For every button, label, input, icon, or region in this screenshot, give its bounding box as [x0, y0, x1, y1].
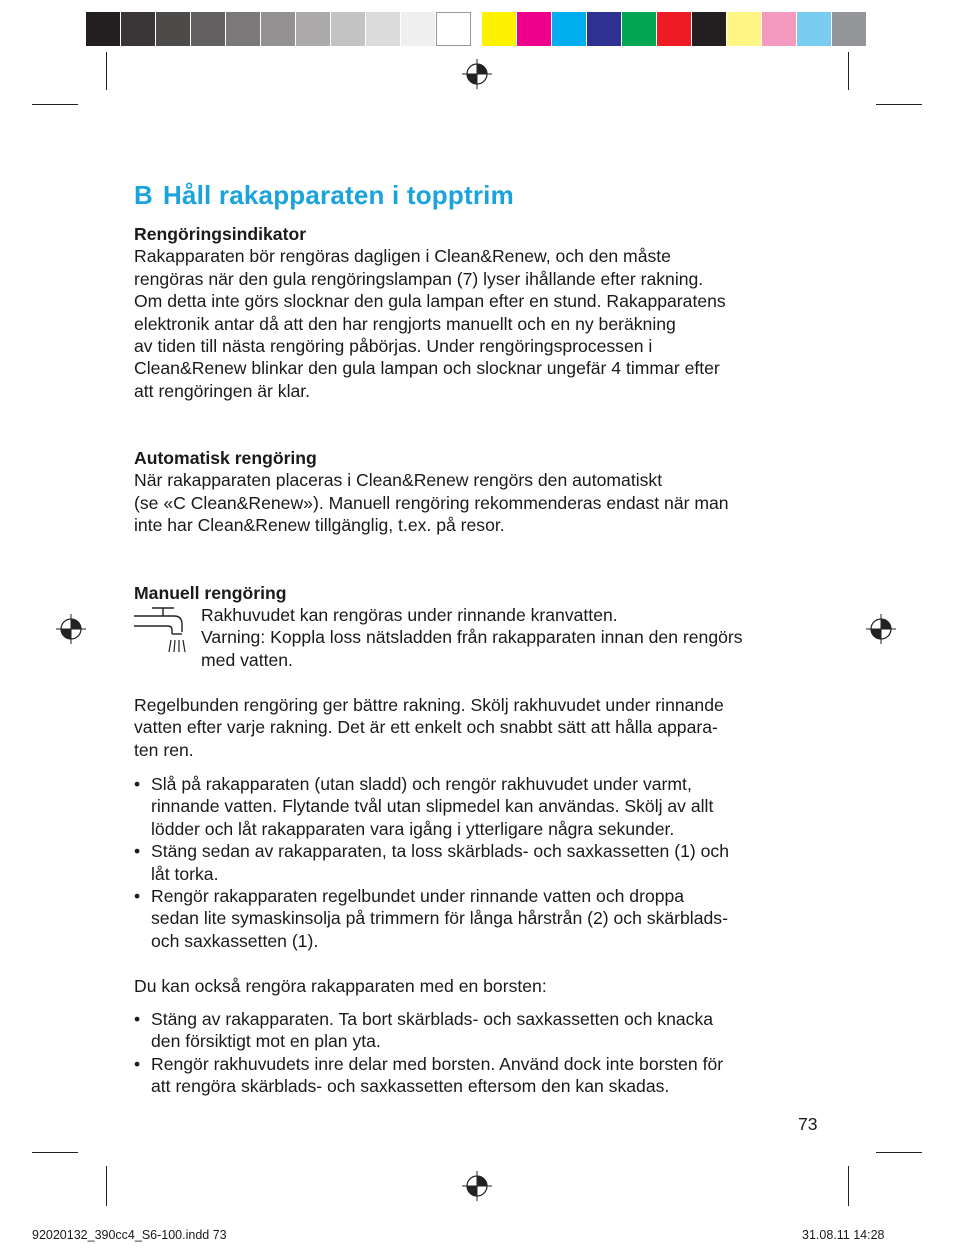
text-line: inte har Clean&Renew tillgänglig, t.ex. på resor.	[134, 515, 505, 536]
text-line: låt torka.	[151, 863, 219, 884]
text-line: Regelbunden rengöring ger bättre rakning. Skölj rakhuvudet under rinnande	[134, 695, 724, 715]
color-swatch	[366, 12, 401, 46]
list-item	[134, 773, 824, 840]
text-line: vatten efter varje rakning. Det är ett enkelt och snabbt sätt att hålla appara-	[134, 717, 718, 738]
regular-cleaning-paragraph	[134, 694, 824, 761]
section-paragraph	[134, 245, 824, 402]
text-line: sedan lite symaskinsolja på trimmern för långa hårstrån (2) och skärblads-	[151, 908, 728, 929]
color-swatch	[832, 12, 867, 46]
text-line: lödder och låt rakapparaten vara igång i ytterligare några sekunder.	[151, 818, 675, 839]
brush-intro-paragraph	[134, 975, 824, 997]
color-swatch	[692, 12, 727, 46]
page-number: 73	[798, 1114, 818, 1134]
text-line: När rakapparaten placeras i Clean&Renew rengörs den automatiskt	[134, 470, 663, 491]
color-swatch	[727, 12, 762, 46]
registration-mark-icon	[866, 614, 896, 644]
text-line: Du kan också rengöra rakapparaten med en borsten:	[134, 976, 547, 996]
color-swatch	[797, 12, 832, 46]
registration-mark-icon	[56, 614, 86, 644]
text-line: med vatten.	[201, 649, 293, 670]
color-calibration-bar	[482, 12, 867, 46]
section-letter: B	[134, 180, 153, 210]
color-swatch	[762, 12, 797, 46]
text-line: • Stäng sedan av rakapparaten, ta loss skärblads- och saxkassetten (1) och	[151, 841, 729, 862]
color-swatch	[622, 12, 657, 46]
registration-mark-icon	[462, 59, 492, 89]
section-heading: Rengöringsindikator	[134, 224, 307, 244]
text-line: att rengöra skärblads- och saxkassetten eftersom den kan skadas.	[151, 1076, 670, 1097]
color-swatch	[296, 12, 331, 46]
section-title: Håll rakapparaten i topptrim	[162, 180, 514, 210]
text-line: • Rengör rakhuvudets inre delar med borsten. Använd dock inte borsten för	[151, 1053, 724, 1074]
text-line: Varning: Koppla loss nätsladden från rakapparaten innan den rengörs	[201, 627, 743, 648]
text-line: • Rengör rakapparaten regelbundet under rinnande vatten och droppa	[151, 886, 685, 907]
color-swatch	[191, 12, 226, 46]
color-swatch	[86, 12, 121, 46]
color-swatch	[331, 12, 366, 46]
text-line: Rakapparaten bör rengöras dagligen i Clean&Renew, och den måste	[134, 246, 671, 267]
section-heading: Automatisk rengöring	[134, 448, 317, 468]
color-swatch	[436, 12, 471, 46]
text-line: rengöras när den gula rengöringslampan (7) lyser ihållande efter rakning.	[134, 268, 704, 289]
brush-steps-list	[134, 1008, 824, 1098]
text-line: och saxkassetten (1).	[151, 930, 319, 951]
text-line: av tiden till nästa rengöring påbörjas. Under rengöringsprocessen i	[134, 336, 653, 357]
list-item	[134, 1008, 824, 1053]
text-line: Om detta inte görs slocknar den gula lampan efter en stund. Rakapparatens	[134, 291, 726, 312]
color-swatch	[261, 12, 296, 46]
color-swatch	[121, 12, 156, 46]
registration-mark-icon	[462, 1171, 492, 1201]
color-swatch	[482, 12, 517, 46]
text-line: elektronik antar då att den har rengjorts manuellt och en ny beräkning	[134, 313, 676, 334]
cleaning-steps-list	[134, 773, 824, 952]
text-line: Rakhuvudet kan rengöras under rinnande kranvatten.	[201, 605, 618, 625]
color-swatch	[156, 12, 191, 46]
color-swatch	[226, 12, 261, 46]
water-faucet-icon	[134, 606, 190, 658]
page-title	[134, 180, 514, 211]
manual-cleaning-section	[134, 582, 824, 604]
section-heading: Manuell rengöring	[134, 583, 287, 603]
cleaning-indicator-section	[134, 223, 824, 402]
list-item	[134, 1053, 824, 1098]
color-swatch	[552, 12, 587, 46]
text-line: att rengöringen är klar.	[134, 380, 311, 401]
footer-date-slug: 31.08.11 14:28	[802, 1228, 885, 1242]
list-item	[134, 885, 824, 952]
color-swatch	[587, 12, 622, 46]
text-line: • Stäng av rakapparaten. Ta bort skärblads- och saxkassetten och knacka	[151, 1009, 714, 1029]
color-swatch	[517, 12, 552, 46]
color-swatch	[401, 12, 436, 46]
grayscale-calibration-bar	[86, 12, 471, 46]
icon-caption	[201, 604, 743, 671]
automatic-cleaning-section	[134, 447, 824, 537]
color-swatch	[657, 12, 692, 46]
text-line: rinnande vatten. Flytande tvål utan slipmedel kan användas. Skölj av allt	[151, 796, 714, 817]
text-line: (se «C Clean&Renew»). Manuell rengöring rekommenderas endast när man	[134, 492, 729, 513]
text-line: • Slå på rakapparaten (utan sladd) och rengör rakhuvudet under varmt,	[151, 774, 692, 794]
list-item	[134, 840, 824, 885]
section-paragraph	[134, 469, 824, 536]
text-line: ten ren.	[134, 739, 194, 760]
footer-file-slug: 92020132_390cc4_S6-100.indd 73	[32, 1228, 227, 1242]
text-line: Clean&Renew blinkar den gula lampan och slocknar ungefär 4 timmar efter	[134, 358, 720, 379]
text-line: den försiktigt mot en plan yta.	[151, 1031, 381, 1052]
